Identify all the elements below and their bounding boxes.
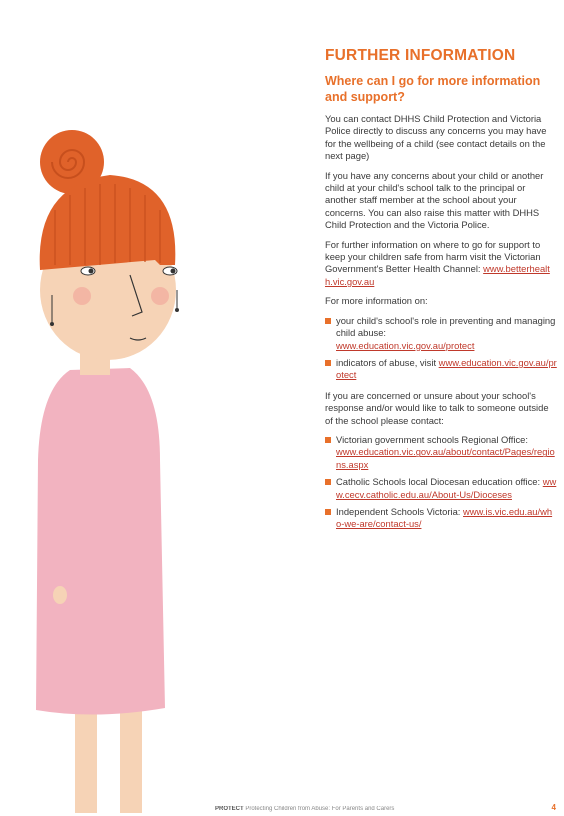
- paragraph-more-info: For more information on:: [325, 295, 428, 307]
- list-item: [325, 357, 557, 382]
- list-item-text: Independent Schools Victoria:: [336, 505, 461, 517]
- square-bullet-icon: [325, 437, 331, 443]
- contact-list: [325, 434, 557, 531]
- paragraph-contact: You can contact DHHS Child Protection and Victoria Police directly to discuss any concerns you may have for the wellbeing of a child (see contact details on the next page): [325, 113, 547, 162]
- square-bullet-icon: [325, 479, 331, 485]
- info-list: [325, 315, 557, 382]
- list-item: [325, 506, 557, 531]
- indicators-link[interactable]: www.education.vic.gov.au/protect: [336, 356, 557, 381]
- page-footer: [215, 806, 555, 816]
- protect-link[interactable]: www.education.vic.gov.au/protect: [336, 339, 475, 351]
- pink-dress: [36, 368, 165, 715]
- list-item-text: indicators of abuse, visit: [336, 356, 437, 368]
- list-item-text: your child's school's role in preventing and managing child abuse:: [336, 314, 556, 339]
- footer-text: Protecting Children from Abuse: For Parents and Carers: [245, 806, 395, 812]
- paragraph-concerns: If you have any concerns about your child or another child at your child's school talk to the principal or another staff member at the school about your concerns. You can also raise this matter with DHHS Child Protection and the Victoria Police.: [325, 169, 544, 231]
- square-bullet-icon: [325, 360, 331, 366]
- better-health-text: For further information on where to go for support to keep your children safe from harm visit the Victorian Government's Better Health Channel:: [325, 238, 541, 275]
- square-bullet-icon: [325, 509, 331, 515]
- regional-office-link[interactable]: www.education.vic.gov.au/about/contact/Pages/regions.aspx: [336, 446, 555, 470]
- list-item-text: Catholic Schools local Diocesan education office:: [336, 476, 541, 488]
- page-number: 4: [551, 803, 556, 812]
- paragraph-unsure: If you are concerned or unsure about your school's response and/or would like to talk to someone outside of the school please contact:: [325, 389, 549, 426]
- square-bullet-icon: [325, 318, 331, 324]
- woman-illustration: [0, 100, 260, 813]
- section-title: FURTHER INFORMATION: [325, 47, 516, 64]
- main-content: [325, 47, 557, 539]
- subheading: Where can I go for more information and support?: [325, 74, 541, 104]
- cecv-link[interactable]: www.cecv.catholic.edu.au/About-Us/Dioceses: [336, 476, 557, 500]
- list-item: [325, 476, 557, 501]
- list-item-text: Victorian government schools Regional Office:: [336, 433, 528, 445]
- list-item: [325, 434, 557, 471]
- list-item: [325, 315, 557, 352]
- paragraph-better-health: [325, 239, 557, 289]
- isv-link[interactable]: www.is.vic.edu.au/who-we-are/contact-us/: [336, 505, 553, 530]
- better-health-link[interactable]: www.betterhealth.vic.gov.au: [325, 263, 550, 287]
- footer-brand: PROTECT: [215, 806, 244, 812]
